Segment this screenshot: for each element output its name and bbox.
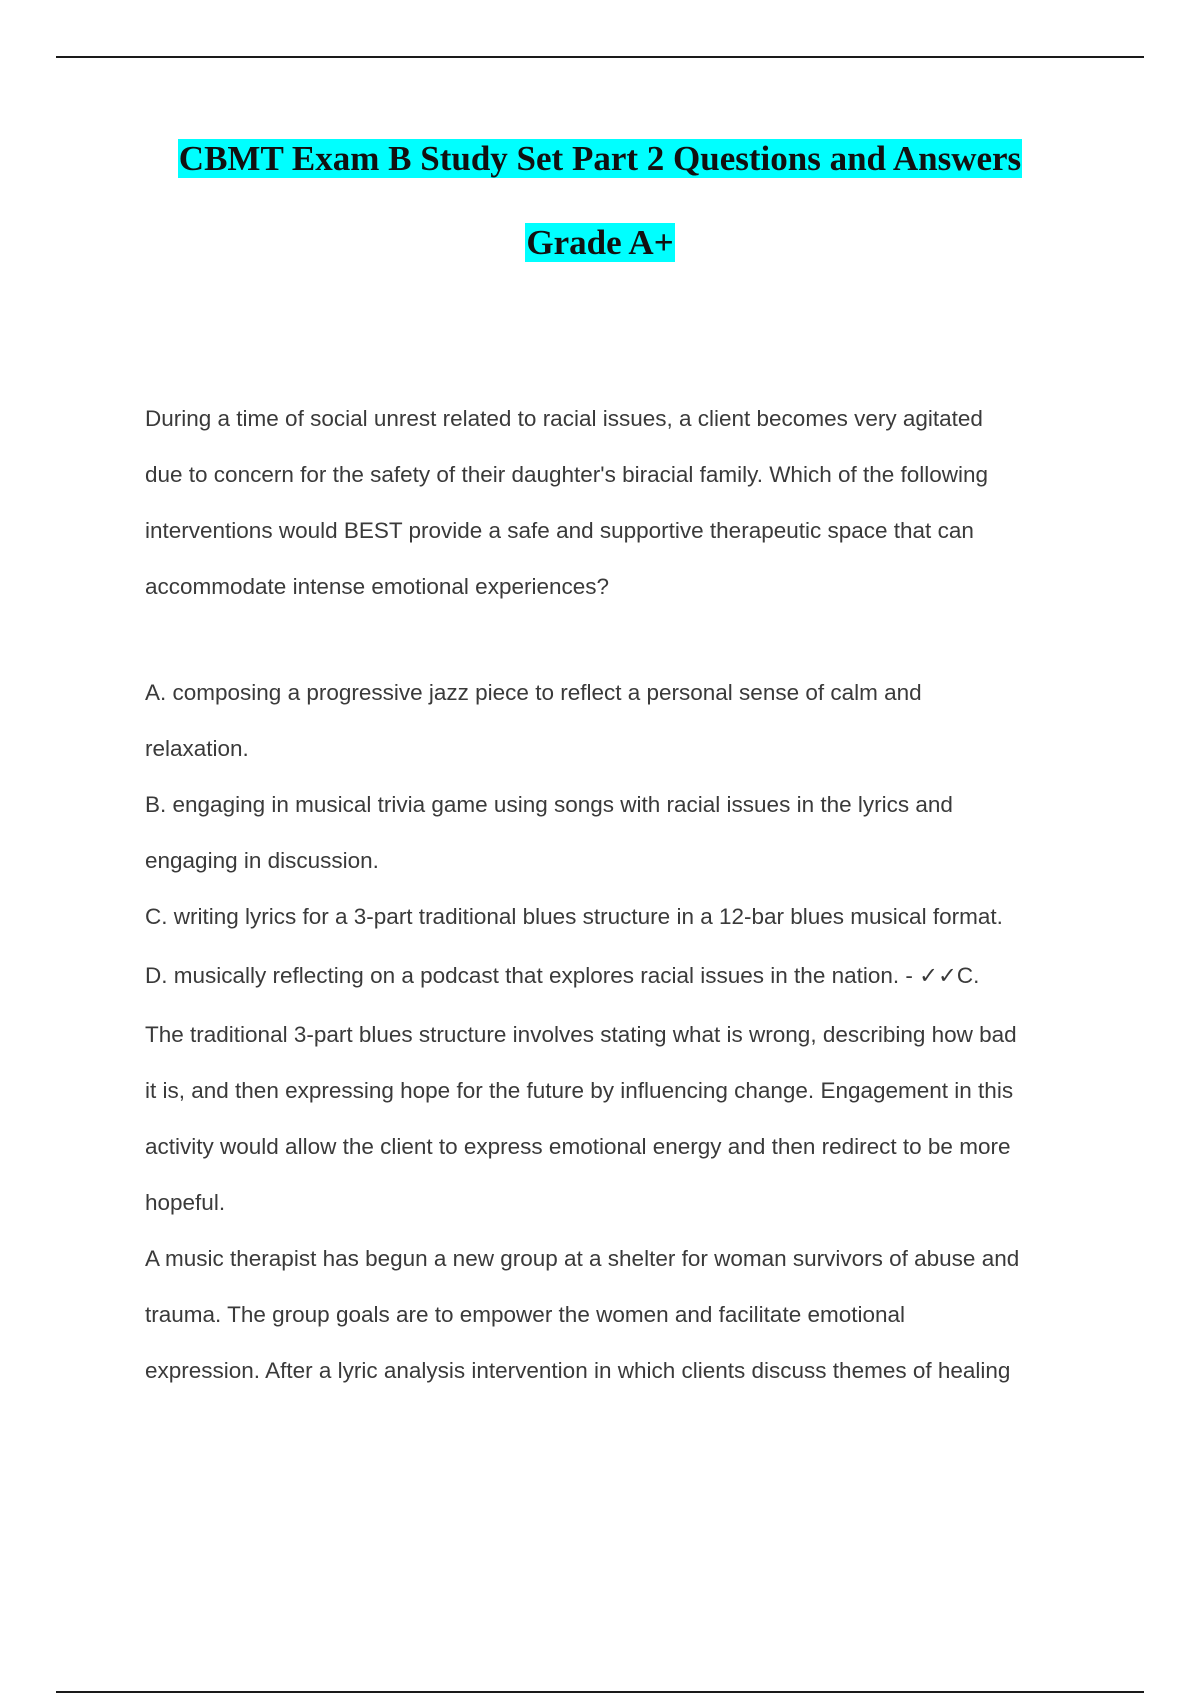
question-2-stem-line: A music therapist has begun a new group at a shelter for woman survivors of abuse and <box>145 1246 1020 1271</box>
spacer <box>145 615 1105 665</box>
title-line-1 <box>0 138 1200 222</box>
rationale-line: activity would allow the client to express emotional energy and then redirect to be more <box>145 1134 1011 1159</box>
option-a-line: relaxation. <box>145 736 249 761</box>
rationale-line: it is, and then expressing hope for the future by influencing change. Engagement in this <box>145 1078 1014 1103</box>
question-2-stem-line: trauma. The group goals are to empower the women and facilitate emotional <box>145 1302 906 1327</box>
question-1-stem-line: due to concern for the safety of their daughter's biracial family. Which of the following <box>145 462 989 487</box>
option-b-line: engaging in discussion. <box>145 848 379 873</box>
question-2-stem-line: expression. After a lyric analysis intervention in which clients discuss themes of healing <box>145 1358 1011 1383</box>
question-1-options <box>145 665 1105 1007</box>
title-text-2: Grade A+ <box>526 223 674 262</box>
question-1-stem-line: During a time of social unrest related to racial issues, a client becomes very agitated <box>145 406 983 431</box>
question-1-stem-line: interventions would BEST provide a safe and supportive therapeutic space that can <box>145 518 974 543</box>
document-body <box>145 391 1105 1399</box>
option-d-with-answer: D. musically reflecting on a podcast that explores racial issues in the nation. - ✓✓C. <box>145 963 980 988</box>
option-b-line: B. engaging in musical trivia game using songs with racial issues in the lyrics and <box>145 792 953 817</box>
question-2-stem <box>145 1231 1105 1399</box>
document-title <box>0 138 1200 306</box>
rationale-line: hopeful. <box>145 1190 226 1215</box>
option-a-line: A. composing a progressive jazz piece to reflect a personal sense of calm and <box>145 680 922 705</box>
title-text-1: CBMT Exam B Study Set Part 2 Questions and Answers <box>178 139 1022 178</box>
footer-rule <box>56 1691 1144 1693</box>
question-1-rationale <box>145 1007 1105 1231</box>
option-c: C. writing lyrics for a 3-part traditional blues structure in a 12-bar blues musical format. <box>145 904 1003 929</box>
rationale-line: The traditional 3-part blues structure involves stating what is wrong, describing how bad <box>145 1022 1017 1047</box>
header-rule <box>56 56 1144 58</box>
question-1-stem <box>145 391 1105 615</box>
title-line-2 <box>0 222 1200 306</box>
question-1-stem-line: accommodate intense emotional experiences? <box>145 574 610 599</box>
